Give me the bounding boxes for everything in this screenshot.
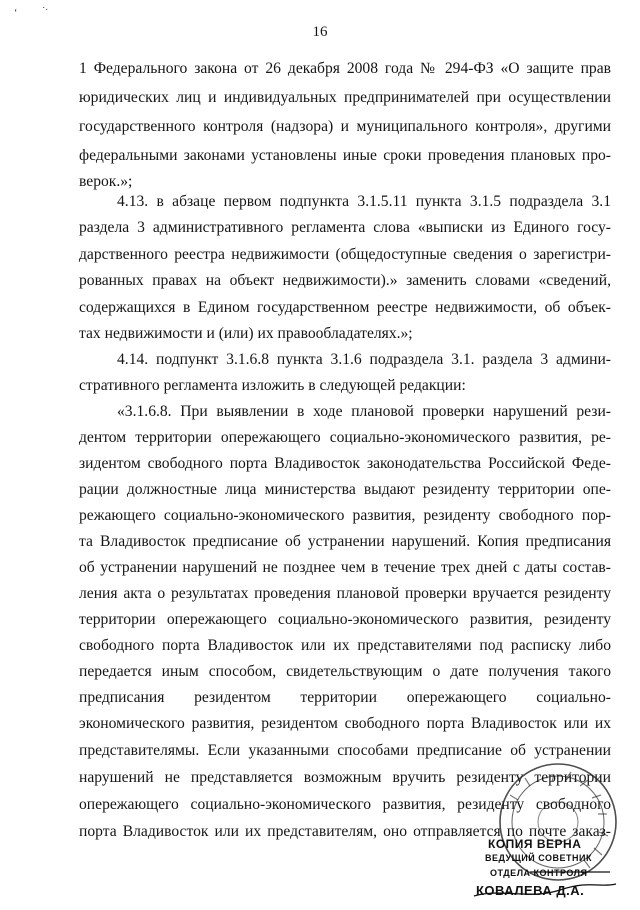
text-line: представителямы. Если указанными способами предписание об устранении bbox=[79, 742, 611, 759]
text-line: раздела 3 административного регламента слова «выписки из Единого госу- bbox=[79, 219, 611, 236]
text-line: дентом территории опережающего социально-экономического развития, ре- bbox=[79, 429, 611, 446]
text-line: дарственного реестра недвижимости (общедоступные сведения о зарегистри- bbox=[79, 246, 611, 263]
text-line: территории опережающего социально-экономического развития, резиденту bbox=[79, 611, 611, 628]
text-line: «3.1.6.8. При выявлении в ходе плановой проверки нарушений рези- bbox=[117, 403, 611, 420]
text-line: 4.13. в абзаце первом подпункта 3.1.5.11 пункта 3.1.5 подраздела 3.1 bbox=[117, 193, 611, 210]
text-line: зидентом свободного порта Владивосток законодательства Российской Феде- bbox=[79, 455, 611, 472]
text-line: 1 Федерального закона от 26 декабря 2008 года № 294-ФЗ «О защите прав bbox=[79, 60, 611, 77]
text-line: предписания резидентом территории опережающего социально- bbox=[79, 689, 611, 706]
text-line: тах недвижимости и (или) их правообладателях.»; bbox=[79, 325, 413, 342]
scan-speck: ˙ˑ bbox=[42, 6, 49, 17]
page-number: 16 bbox=[312, 24, 328, 40]
text-line: та Владивосток предписание об устранении нарушений. Копия предписания bbox=[79, 533, 611, 550]
text-line: рованных правах на объект недвижимости).» заменить словами «сведений, bbox=[79, 272, 611, 289]
text-line: опережающего социально-экономического развития, резиденту свободного bbox=[79, 796, 611, 813]
text-line: свободного порта Владивосток или их представителями под расписку либо bbox=[79, 637, 611, 654]
certification-stamp bbox=[470, 760, 620, 905]
stamp-line: КОВАЛЕВА Д.А. bbox=[476, 883, 585, 898]
text-line: стративного регламента изложить в следующей редакции: bbox=[79, 377, 466, 394]
stamp-line: ОТДЕЛА КОНТРОЛЯ bbox=[490, 868, 588, 878]
stamp-line: ВЕДУЩИЙ СОВЕТНИК bbox=[485, 853, 592, 863]
text-line: передается иным способом, свидетельствующим о дате получения такого bbox=[79, 663, 611, 680]
text-line: рации должностные лица министерства выдают резиденту территории опе- bbox=[79, 481, 611, 498]
stamp-line: КОПИЯ ВЕРНА bbox=[488, 837, 582, 851]
text-line: государственного контроля (надзора) и муниципального контроля», другими bbox=[79, 118, 611, 135]
text-line: экономического развития, резидентом свободного порта Владивосток или их bbox=[79, 715, 611, 732]
text-line: режающего социально-экономического развития, резиденту свободного пор- bbox=[79, 507, 611, 524]
text-line: содержащихся в Едином государственном реестре недвижимости, об объек- bbox=[79, 299, 611, 316]
text-line: верок.»; bbox=[79, 173, 133, 190]
text-line: ления акта о результатах проведения плановой проверки вручается резиденту bbox=[79, 585, 611, 602]
text-line: 4.14. подпункт 3.1.6.8 пункта 3.1.6 подраздела 3.1. раздела 3 админи- bbox=[117, 351, 611, 368]
text-line: порта Владивосток или их представителям, оно отправляется по почте заказ- bbox=[79, 823, 611, 840]
text-line: об устранении нарушений не позднее чем в течение трех дней с даты состав- bbox=[79, 559, 611, 576]
text-line: нарушений не представляется возможным вручить резиденту территории bbox=[79, 769, 611, 786]
text-line: юридических лиц и индивидуальных предпринимателей при осуществлении bbox=[79, 89, 611, 106]
text-line: федеральными законами установлены иные сроки проведения плановых про- bbox=[79, 147, 611, 164]
scan-speck: ʻ bbox=[14, 8, 18, 19]
